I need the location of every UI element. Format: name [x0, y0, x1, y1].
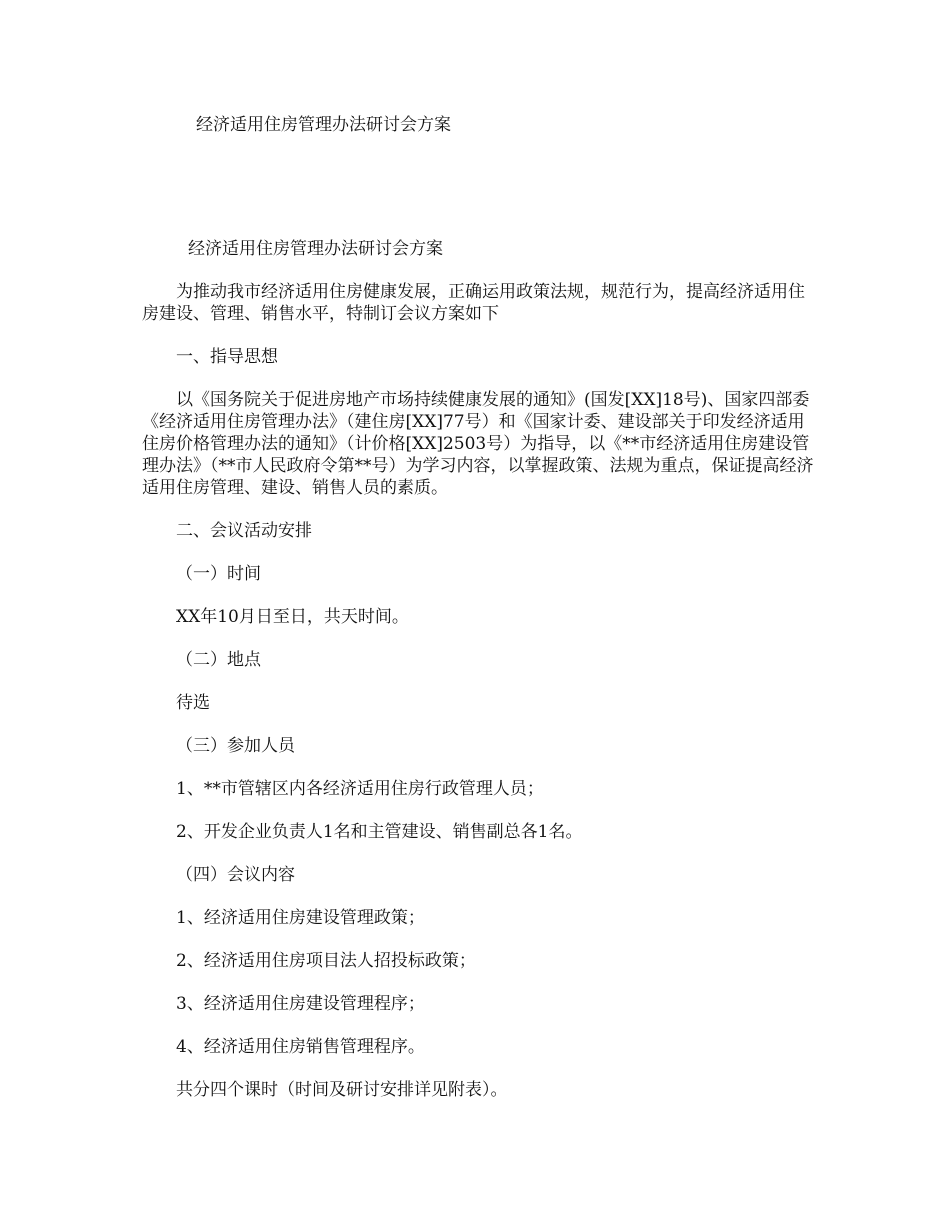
location-paragraph: 待选 [176, 693, 210, 713]
time-paragraph: XX年10月日至日，共天时间。 [176, 607, 409, 627]
content-item: 1、经济适用住房建设管理政策； [176, 908, 425, 928]
section-heading-meeting-arrangement: 二、会议活动安排 [176, 521, 312, 541]
subheading-meeting-content: （四）会议内容 [176, 865, 295, 885]
content-item: 3、经济适用住房建设管理程序； [176, 994, 425, 1014]
document-body [142, 238, 814, 1122]
participant-item: 2、开发企业负责人1名和主管建设、销售副总各1名。 [176, 822, 583, 842]
document-subtitle: 经济适用住房管理办法研讨会方案 [188, 239, 443, 259]
subheading-participants: （三）参加人员 [176, 736, 295, 756]
intro-paragraph: 为推动我市经济适用住房健康发展，正确运用政策法规，规范行为，提高经济适用住房建设、管理、销售水平，特制订会议方案如下 [142, 282, 805, 324]
participant-item: 1、**市管辖区内各经济适用住房行政管理人员； [176, 779, 544, 799]
subheading-time: （一）时间 [176, 564, 261, 584]
subheading-location: （二）地点 [176, 650, 261, 670]
guiding-principle-paragraph: 以《国务院关于促进房地产市场持续健康发展的通知》(国发[XX]18号)、国家四部委《经济适用住房管理办法》（建住房[XX]77号）和《国家计委、建设部关于印发经济适用住房价格管理办法的通知》（计价格[XX]2503号）为指导，以《**市经济适用住房建设管理办法》（**市人民政府令第**号）为学习内容，以掌握政策、法规为重点，保证提高经济适用住房管理、建设、销售人员的素质。 [142, 390, 814, 498]
content-item: 4、经济适用住房销售管理程序。 [176, 1037, 425, 1057]
section-heading-guiding-principle: 一、指导思想 [176, 347, 278, 367]
closing-paragraph: 共分四个课时（时间及研讨安排详见附表）。 [176, 1080, 508, 1100]
document-header-title: 经济适用住房管理办法研讨会方案 [196, 115, 451, 135]
content-item: 2、经济适用住房项目法人招投标政策； [176, 951, 476, 971]
